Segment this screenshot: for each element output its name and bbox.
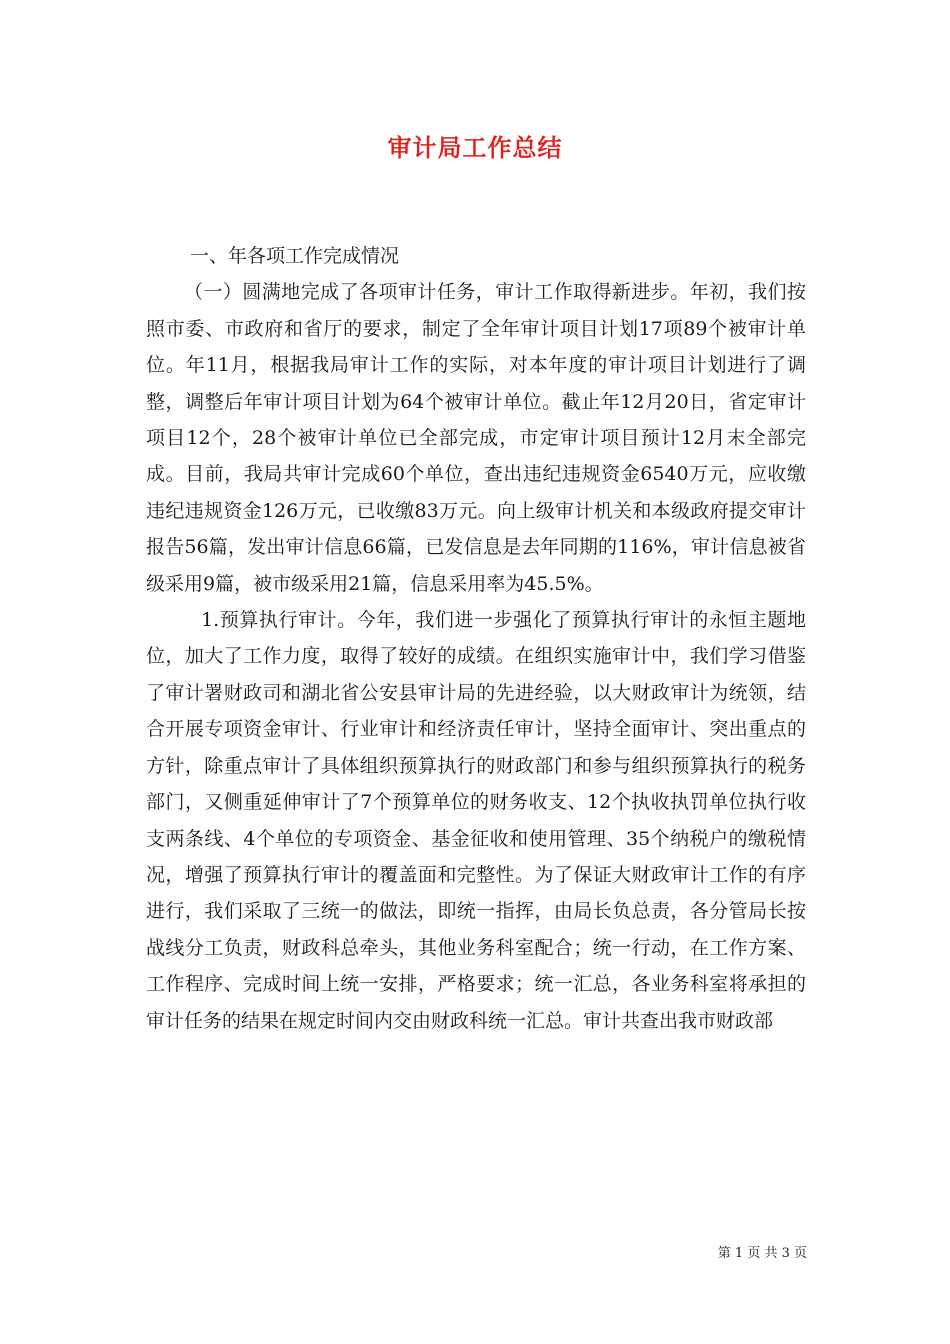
- paragraph-summary: （一）圆满地完成了各项审计任务，审计工作取得新进步。年初，我们按照市委、市政府和省厅的要求，制定了全年审计项目计划17项89个被审计单位。年11月，根据我局审计工作的实际，对本年度的审计项目计划进行了调整，调整后年审计项目计划为64个被审计单位。截止年12月20日，省定审计项目12个，28个被审计单位已全部完成，市定审计项目预计12月末全部完成。目前，我局共审计完成60个单位，查出违纪违规资金6540万元，应收缴违纪违规资金126万元，已收缴83万元。向上级审计机关和本级政府提交审计报告56篇，发出审计信息66篇，已发信息是去年同期的116%，审计信息被省级采用9篇，被市级采用21篇，信息采用率为45.5%。: [146, 281, 806, 595]
- paragraph-budget-audit: 1.预算执行审计。今年，我们进一步强化了预算执行审计的永恒主题地位，加大了工作力度，取得了较好的成绩。在组织实施审计中，我们学习借鉴了审计署财政司和湖北省公安县审计局的先进经验，以大财政审计为统领，结合开展专项资金审计、行业审计和经济责任审计，坚持全面审计、突出重点的方针，除重点审计了具体组织预算执行的财政部门和参与组织预算执行的税务部门，又侧重延伸审计了7个预算单位的财务收支、12个执收执罚单位执行收支两条线、4个单位的专项资金、基金征收和使用管理、35个纳税户的缴税情况，增强了预算执行审计的覆盖面和完整性。为了保证大财政审计工作的有序进行，我们采取了三统一的做法，即统一指挥，由局长负总责，各分管局长按战线分工负责，财政科总牵头，其他业务科室配合；统一行动，在工作方案、工作程序、完成时间上统一安排，严格要求；统一汇总，各业务科室将承担的审计任务的结果在规定时间内交由财政科统一汇总。审计共查出我市财政部: [146, 609, 806, 1032]
- document-body: [146, 238, 806, 1039]
- section-heading: 一、年各项工作完成情况: [190, 245, 400, 267]
- page-number-footer: 第 1 页 共 3 页: [717, 1246, 807, 1261]
- document-title: 审计局工作总结: [387, 134, 563, 162]
